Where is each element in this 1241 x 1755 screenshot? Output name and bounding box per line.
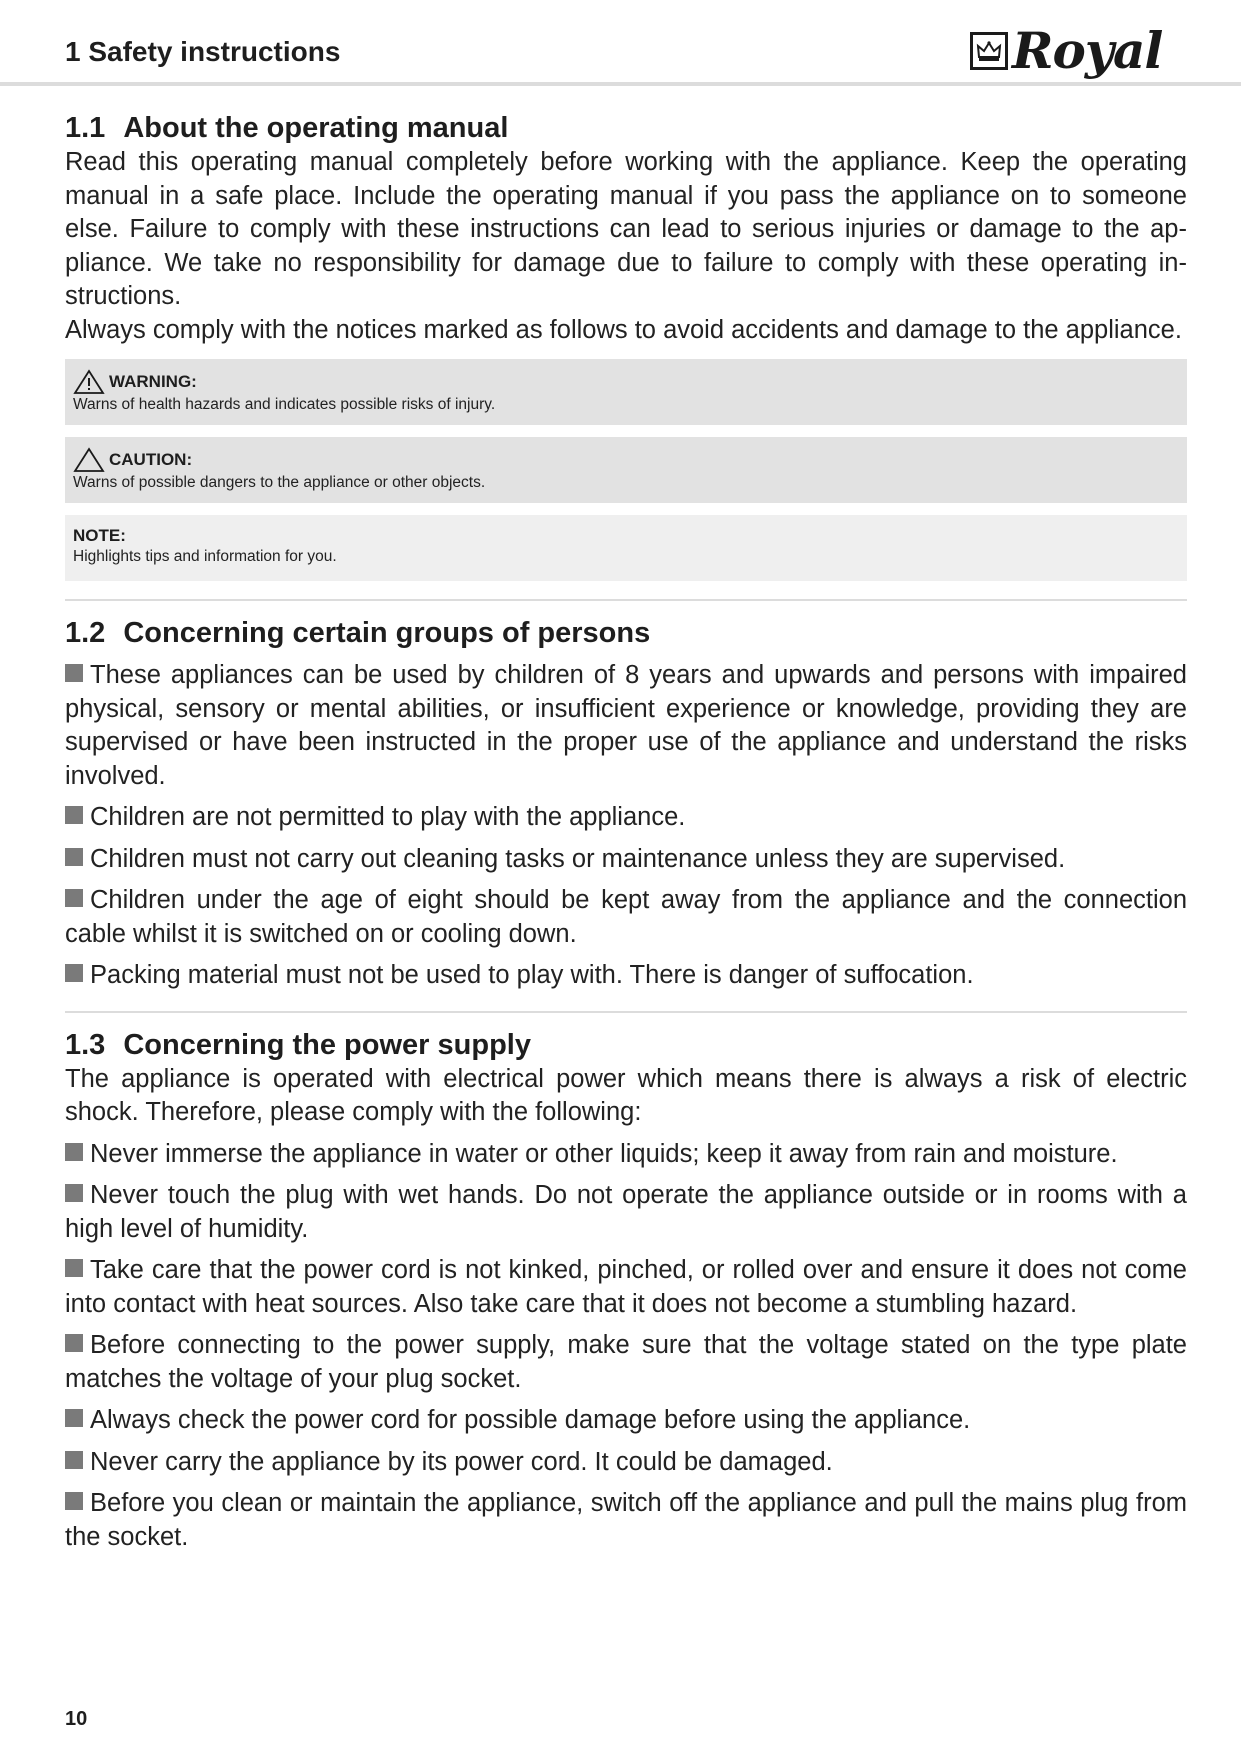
page-header xyxy=(0,0,1241,86)
note-label: NOTE: xyxy=(73,526,126,545)
section-title: About the operating manual xyxy=(123,112,509,144)
bullet-square-icon xyxy=(65,1409,83,1427)
logo-text: Royal xyxy=(1012,21,1163,80)
bullet-square-icon xyxy=(65,1492,83,1510)
bullet-square-icon xyxy=(65,1334,83,1352)
crown-icon xyxy=(970,32,1008,70)
bullet-square-icon xyxy=(65,1259,83,1277)
bullet-square-icon xyxy=(65,1184,83,1202)
section-number: 1.3 xyxy=(65,1028,106,1061)
bullet-square-icon xyxy=(65,1143,83,1161)
list-item: Before connecting to the power supply, make sure that the voltage stated on the type plate matches the voltage of your plug socket. xyxy=(65,1331,1187,1393)
persons-bullet-list xyxy=(65,659,1187,993)
bullet-square-icon xyxy=(65,964,83,982)
warning-text: Warns of health hazards and indicates possible risks of injury. xyxy=(73,396,496,413)
list-item: Children are not permitted to play with the appliance. xyxy=(65,801,1187,835)
section-divider xyxy=(65,1011,1187,1013)
notice-paragraph: Always comply with the notices marked as follows to avoid accidents and damage to the appliance. xyxy=(65,315,1182,344)
list-item: Packing material must not be used to play with. There is danger of suffocation. xyxy=(65,959,1187,993)
page-number: 10 xyxy=(65,1708,88,1730)
list-item: Never carry the appliance by its power cord. It could be damaged. xyxy=(65,1446,1187,1480)
list-item: Always check the power cord for possible damage before using the appliance. xyxy=(65,1404,1187,1438)
caution-notice xyxy=(65,437,1187,503)
section-number: 1.2 xyxy=(65,617,106,649)
caution-triangle-icon xyxy=(73,447,105,473)
power-bullet-list xyxy=(65,1138,1187,1555)
list-item: These appliances can be used by children of 8 years and upwards and persons with impaired physical, sensory or mental abilities, or insufficient experience or knowledge, providing they are supervised or have been instructed in the proper use of the appliance and understand the risks involved. xyxy=(65,661,1187,790)
section-heading-1-3 xyxy=(65,1027,1187,1063)
section-number: 1.1 xyxy=(65,112,106,144)
list-item: Children must not carry out cleaning tasks or maintenance unless they are supervised. xyxy=(65,843,1187,877)
note-text: Highlights tips and information for you. xyxy=(73,548,337,565)
section-heading-1-2 xyxy=(65,615,1187,651)
warning-notice xyxy=(65,359,1187,425)
section-heading-1-1 xyxy=(65,110,1187,146)
bullet-square-icon xyxy=(65,848,83,866)
list-item: Never touch the plug with wet hands. Do not operate the appliance outside or in rooms with a high level of humidity. xyxy=(65,1181,1187,1243)
royal-logo xyxy=(970,21,1163,80)
list-item: Take care that the power cord is not kinked, pinched, or rolled over and ensure it does not come into contact with heat sources. Also take care that it does not become a stumbling hazard. xyxy=(65,1256,1187,1318)
caution-label: CAUTION: xyxy=(109,450,193,469)
bullet-square-icon xyxy=(65,664,83,682)
chapter-title: 1 Safety instructions xyxy=(65,36,341,67)
section-divider xyxy=(65,599,1187,601)
page-content xyxy=(65,100,1187,1554)
bullet-square-icon xyxy=(65,806,83,824)
section-title: Concerning certain groups of persons xyxy=(123,617,651,649)
section-title: Concerning the power supply xyxy=(123,1028,531,1061)
bullet-square-icon xyxy=(65,1451,83,1469)
list-item: Never immerse the appliance in water or other liquids; keep it away from rain and moisture. xyxy=(65,1138,1187,1172)
power-intro-paragraph: The appliance is operated with electrical power which means there is always a risk of electric shock. Therefore, please comply with the following: xyxy=(65,1064,1187,1126)
bullet-square-icon xyxy=(65,889,83,907)
warning-triangle-icon xyxy=(73,369,105,395)
intro-paragraph: Read this operating manual completely before working with the appliance. Keep the operating manual in a safe place. Include the operating manual if you pass the appliance on to someone else. Failure to comply with these instructions can lead to serious injuries or damage to the appliance. We take no responsibility for damage due to failure to comply with these operating instructions. xyxy=(65,148,1187,310)
caution-text: Warns of possible dangers to the appliance or other objects. xyxy=(73,474,486,491)
list-item: Children under the age of eight should be kept away from the appliance and the connection cable whilst it is switched on or cooling down. xyxy=(65,886,1187,948)
list-item: Before you clean or maintain the appliance, switch off the appliance and pull the mains plug from the socket. xyxy=(65,1489,1187,1551)
warning-label: WARNING: xyxy=(109,372,197,391)
note-notice xyxy=(65,515,1187,581)
